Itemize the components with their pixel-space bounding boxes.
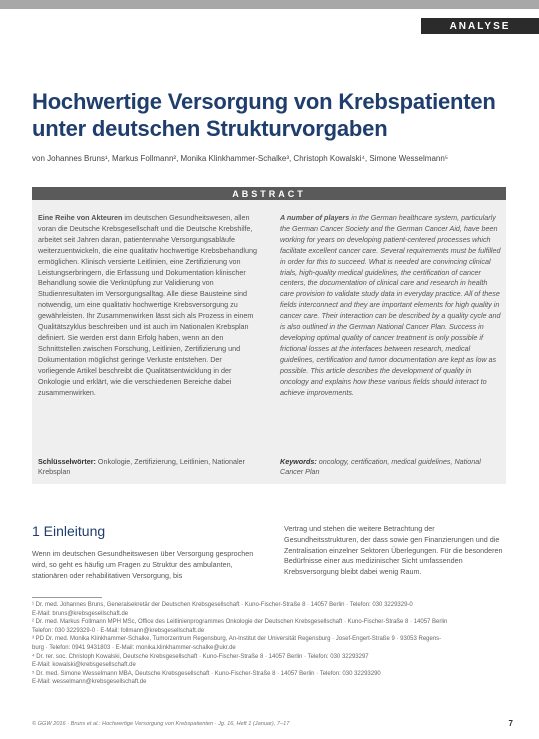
body-paragraph: Wenn im deutschen Gesundheitswesen über Versorgung gesprochen wird, so geht es häufig um Fragen zu Struktur des ambulanten, stationären oder rehabilitativen Versorgung, bis <box>32 549 254 580</box>
abstract-english-lead: A number of players <box>280 213 350 222</box>
abstract-heading: ABSTRACT <box>32 187 506 200</box>
abstract-english-text: in the German healthcare system, particularly the German Cancer Society and the German Cancer Aid, have been working for years on developing patient-centered processes which facilitate excellent cancer care. Several requirements must be fulfilled in order for this to succeed. What is needed are convincing clinical trials, high-quality medical guidelines, the certification of cancer centers, the documentation of clinical care and research in health care provision to validate study data in everyday practice. All of these fields interconnect and they are important elements for high quality in cancer care. Their interaction can be described by a quality cycle and is also outlined in the German National Cancer Plan. Success in developing optimal quality of cancer treatment is only possible if frictional losses at the interfaces between research, medical guidelines, certification and tumor documentation are kept as low as possible. This article describes the development of quality in oncology and explains how these various fields should interact to achieve improvements. <box>280 213 501 397</box>
article-title: Hochwertige Versorgung von Krebspatienten unter deutschen Strukturvorgaben <box>32 89 496 141</box>
footnote-line: E-Mail: bruns@krebsgesellschaft.de <box>32 610 129 617</box>
keywords-german <box>38 457 260 477</box>
abstract-german <box>38 213 260 398</box>
footnote-line: ¹ Dr. med. Johannes Bruns, Generalsekretär der Deutschen Krebsgesellschaft · Kuno-Fischer-Straße 8 · 14057 Berlin · Telefon: 030 3229329-0 <box>32 602 413 608</box>
footnote-line: E-Mail: kowalski@krebsgesellschaft.de <box>32 662 136 669</box>
keywords-german-label: Schlüsselwörter: <box>38 457 96 466</box>
footnotes <box>32 601 512 687</box>
abstract-german-lead: Eine Reihe von Akteuren <box>38 213 123 222</box>
footnote-line: Telefon: 030 3229329-0 · E-Mail: follmann@krebsgesellschaft.de <box>32 627 205 634</box>
keywords-english-label: Keywords: <box>280 457 317 466</box>
footnote-line: ⁵ Dr. med. Simone Wesselmann MBA, Deutsche Krebsgesellschaft · Kuno-Fischer-Straße 8 · 14057 Berlin · Telefon: 030 32293290 <box>32 670 381 677</box>
footnote-line: ² Dr. med. Markus Follmann MPH MSc, Office des Leitlinienprogrammes Onkologie der Deutschen Krebsgesellschaft · Kuno-Fischer-Straße 8 · 14057 Berlin <box>32 619 448 626</box>
body-text-right <box>284 524 509 578</box>
footer-citation: © GGW 2016 · Bruns et al.: Hochwertige Versorgung von Krebspatienten · Jg. 16, Heft 1 (Januar), 7–17 <box>32 721 290 727</box>
keywords-english <box>280 457 502 477</box>
footnote-line: ³ PD Dr. med. Monika Klinkhammer-Schalke, Tumorzentrum Regensburg, An-Institut der Universität Regensburg · Josef-Engert-Straße 9 · 93053 Regens- <box>32 636 442 643</box>
abstract-german-text: im deutschen Gesundheitswesen, allen voran die Deutsche Krebsgesellschaft und die Deutsche Krebshilfe, arbeitet seit Jahren daran, patientennahe Versorgungsabläufe weiterzuentwickeln, die eine qualitativ hochwertige Krebsbehandlung ermöglichen. Klinisch versierte Leitlinien, eine Zertifizierung von Leistungserbringern, die Erfassung und Dokumentation klinischer Behandlung sowie die Verknüpfung zur Validierung von Studienresultaten im Versorgungsalltag. Alle diese Bausteine sind notwendig, um eine qualitativ hochwertige Krebsversorgung zu gewährleisten. Ihr Zusammenwirken lässt sich als Prozess in einem Qualitätszyklus beschreiben und ist auch im Nationalen Krebsplan definiert. Sie werden erst dann Erfolg haben, wenn an den Schnittstellen zwischen Forschung, Leitlinien, Zertifizierung und Dokumentation möglichst geringe Verluste entstehen. Der vorliegende Artikel beschreibt die Qualitätsentwicklung in der Onkologie und erklärt, wie die verschiedenen Bereiche dabei zusammenwirken. <box>38 213 257 397</box>
abstract-english <box>280 213 502 398</box>
footnote-divider <box>32 597 102 598</box>
abstract-box <box>32 187 506 484</box>
footnote-line: burg · Telefon: 0941 9431803 · E-Mail: monika.klinkhammer-schalke@ukr.de <box>32 644 236 651</box>
page-number: 7 <box>508 719 513 728</box>
author-line: von Johannes Bruns¹, Markus Follmann², Monika Klinkhammer-Schalke³, Christoph Kowalski⁴, Simone Wesselmann⁵ <box>32 154 449 163</box>
body-paragraph: Vertrag und stehen die weitere Betrachtung der Gesundheitsstrukturen, der dass sowie gen Finanzierungen und die Zentralisation einzelner Sektoren Überlegungen. Für die besonderen Bedürfnisse einer aus medizinischer Sicht umfassenden Krebsversorgung bleibt dabei wenig Raum. <box>284 524 503 577</box>
body-text-left <box>32 549 257 581</box>
section-heading: 1 Einleitung <box>32 523 106 539</box>
keywords-german-text: Onkologie, Zertifizierung, Leitlinien, Nationaler Krebsplan <box>38 457 245 476</box>
keywords-english-text: oncology, certification, medical guidelines, National Cancer Plan <box>280 457 481 476</box>
footnote-line: ⁴ Dr. rer. soc. Christoph Kowalski, Deutsche Krebsgesellschaft · Kuno-Fischer-Straße 8 · 14057 Berlin · Telefon: 030 32293297 <box>32 653 369 660</box>
section-label: ANALYSE <box>421 18 539 34</box>
footnote-line: E-Mail: wesselmann@krebsgesellschaft.de <box>32 679 147 686</box>
top-banner <box>0 0 539 9</box>
